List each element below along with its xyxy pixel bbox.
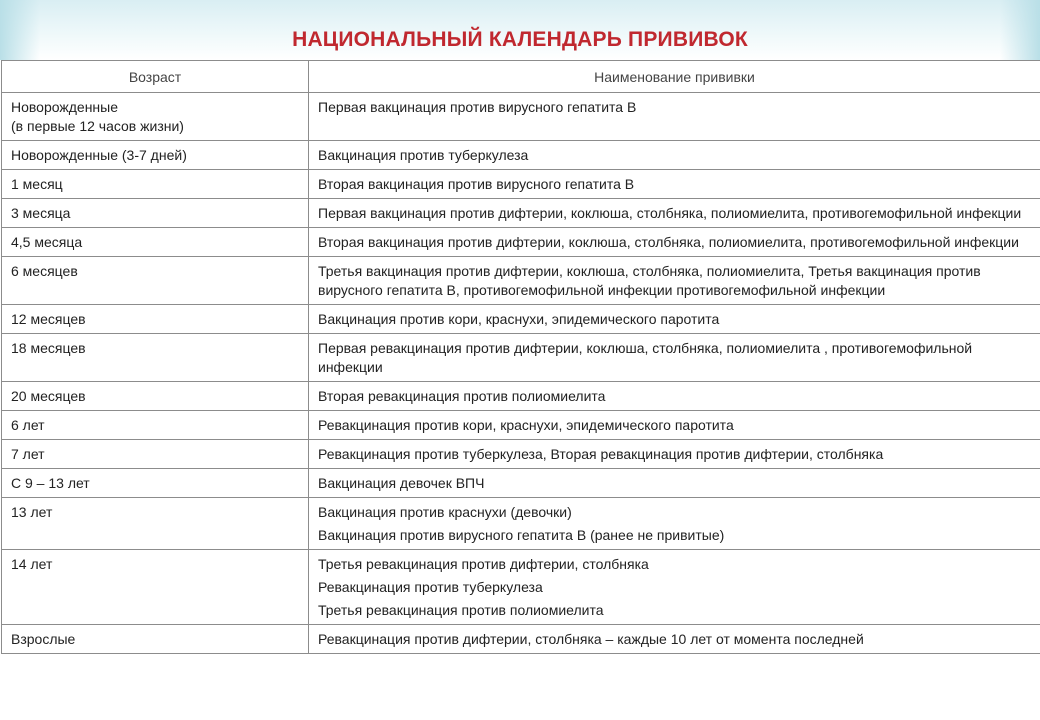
- vaccine-text: Вакцинация против кори, краснухи, эпидемического паротита: [318, 311, 720, 327]
- vaccine-cell: [309, 334, 1040, 382]
- page-title: НАЦИОНАЛЬНЫЙ КАЛЕНДАРЬ ПРИВИВОК: [292, 28, 748, 51]
- vaccine-cell: [309, 305, 1040, 334]
- vaccine-cell: [309, 440, 1040, 469]
- table-row: [2, 411, 1040, 440]
- table-body: [2, 93, 1040, 654]
- table-header-row: [2, 61, 1040, 93]
- vaccine-text: Ревакцинация против туберкулеза, Вторая ревакцинация против дифтерии, столбняка: [318, 446, 884, 462]
- header-age: Возраст: [2, 61, 309, 93]
- table-row: [2, 440, 1040, 469]
- age-text: 14 лет: [11, 556, 53, 572]
- age-cell: [2, 228, 309, 257]
- vaccine-text: Первая ревакцинация против дифтерии, коклюша, столбняка, полиомиелита , противогемофильной инфекции: [318, 340, 973, 375]
- age-cell: [2, 170, 309, 199]
- age-cell: [2, 141, 309, 170]
- vaccine-cell: [309, 93, 1040, 141]
- vaccine-text: Третья вакцинация против дифтерии, коклюша, столбняка, полиомиелита, Третья вакцинация против вирусного гепатита В, противогемофильной инфекции противогемофильной инфекции: [318, 263, 981, 298]
- age-text: 1 месяц: [11, 176, 63, 192]
- age-cell: [2, 382, 309, 411]
- vaccine-text: Вторая ревакцинация против полиомиелита: [318, 388, 606, 404]
- age-text: Новорожденные (3-7 дней): [11, 147, 187, 163]
- age-text: 3 месяца: [11, 205, 71, 221]
- age-cell: [2, 411, 309, 440]
- vaccine-text: Первая вакцинация против дифтерии, коклюша, столбняка, полиомиелита, противогемофильной инфекции: [318, 205, 1022, 221]
- age-cell: [2, 625, 309, 654]
- vaccine-text: Третья ревакцинация против полиомиелита: [318, 602, 604, 618]
- vaccine-cell: [309, 625, 1040, 654]
- age-cell: [2, 199, 309, 228]
- vaccine-text: Третья ревакцинация против дифтерии, столбняка: [318, 556, 649, 572]
- header-vaccine: Наименование прививки: [309, 61, 1040, 93]
- vaccine-text: Вторая вакцинация против вирусного гепатита В: [318, 176, 635, 192]
- age-cell: [2, 93, 309, 141]
- age-text: 6 месяцев: [11, 263, 78, 279]
- table-row: [2, 170, 1040, 199]
- vaccine-cell: [309, 469, 1040, 498]
- age-text: 13 лет: [11, 504, 53, 520]
- table-row: [2, 498, 1040, 550]
- table-row: [2, 93, 1040, 141]
- table-row: [2, 305, 1040, 334]
- age-cell: [2, 440, 309, 469]
- table-row: [2, 141, 1040, 170]
- age-text: Взрослые: [11, 631, 76, 647]
- age-cell: [2, 334, 309, 382]
- vaccine-text: Вакцинация девочек ВПЧ: [318, 475, 485, 491]
- table-row: [2, 382, 1040, 411]
- table-row: [2, 334, 1040, 382]
- table-row: [2, 469, 1040, 498]
- age-text: 18 месяцев: [11, 340, 86, 356]
- vaccine-text: Вакцинация против вирусного гепатита В (ранее не привитые): [318, 527, 725, 543]
- age-cell: [2, 305, 309, 334]
- vaccine-text: Ревакцинация против дифтерии, столбняка – каждые 10 лет от момента последней: [318, 631, 864, 647]
- age-cell: [2, 550, 309, 625]
- vaccine-cell: [309, 228, 1040, 257]
- age-text: 6 лет: [11, 417, 45, 433]
- age-text: 4,5 месяца: [11, 234, 83, 250]
- table-row: [2, 550, 1040, 625]
- vaccine-cell: [309, 141, 1040, 170]
- table-row: [2, 257, 1040, 305]
- vaccine-text: Вторая вакцинация против дифтерии, коклюша, столбняка, полиомиелита, противогемофильной инфекции: [318, 234, 1019, 250]
- vaccine-cell: [309, 257, 1040, 305]
- vaccine-cell: [309, 411, 1040, 440]
- vaccine-cell: [309, 199, 1040, 228]
- age-cell: [2, 469, 309, 498]
- table-row: [2, 625, 1040, 654]
- age-text: (в первые 12 часов жизни): [11, 118, 184, 134]
- vaccine-cell: [309, 498, 1040, 550]
- age-cell: [2, 257, 309, 305]
- vaccination-table: [1, 60, 1040, 654]
- table-row: [2, 199, 1040, 228]
- vaccine-text: Вакцинация против краснухи (девочки): [318, 504, 572, 520]
- vaccine-cell: [309, 170, 1040, 199]
- vaccine-cell: [309, 382, 1040, 411]
- age-text: 12 месяцев: [11, 311, 86, 327]
- age-text: 20 месяцев: [11, 388, 86, 404]
- age-text: 7 лет: [11, 446, 45, 462]
- age-text: С 9 – 13 лет: [11, 475, 90, 491]
- vaccine-text: Ревакцинация против кори, краснухи, эпидемического паротита: [318, 417, 734, 433]
- vaccine-text: Ревакцинация против туберкулеза: [318, 579, 543, 595]
- vaccine-text: Первая вакцинация против вирусного гепатита В: [318, 99, 637, 115]
- table-row: [2, 228, 1040, 257]
- age-cell: [2, 498, 309, 550]
- vaccine-cell: [309, 550, 1040, 625]
- age-text: Новорожденные: [11, 99, 119, 115]
- vaccine-text: Вакцинация против туберкулеза: [318, 147, 529, 163]
